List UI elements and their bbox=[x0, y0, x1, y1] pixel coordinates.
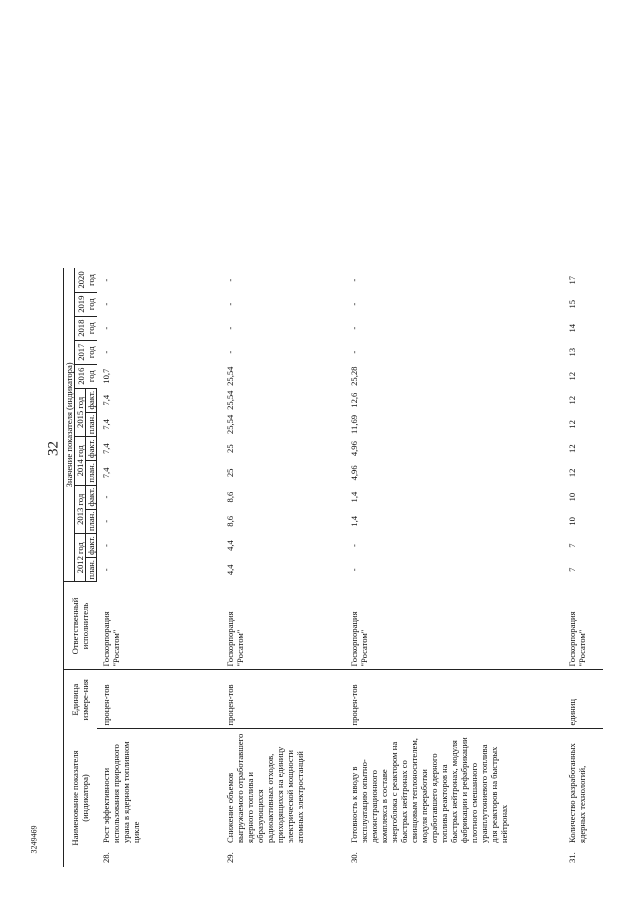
value-2019: - bbox=[224, 302, 235, 306]
value-2013-fact: 8,6 bbox=[224, 491, 235, 503]
value-2018: 14 bbox=[566, 323, 577, 333]
header-2014: 2014 год bbox=[75, 437, 86, 485]
value-2015-fact: 7,4 bbox=[101, 394, 112, 406]
header-unit: Единица измере-ния bbox=[64, 670, 97, 729]
indicator-table bbox=[63, 268, 603, 867]
header-2013: 2013 год bbox=[75, 485, 86, 533]
header-fact-2013: факт. bbox=[86, 485, 97, 509]
value-2017: 13 bbox=[566, 347, 577, 357]
value-2014-fact: 4,96 bbox=[348, 441, 359, 457]
value-2014-fact: 12 bbox=[566, 444, 577, 453]
value-2019: 15 bbox=[566, 299, 577, 309]
value-2015-fact: 12 bbox=[566, 395, 577, 405]
value-2012-plan: 7 bbox=[566, 567, 577, 572]
header-plan-2015: план. bbox=[86, 412, 97, 436]
value-2014-plan: 7,4 bbox=[101, 467, 112, 479]
responsible-executor: Госкорпорация "Росатом" bbox=[563, 582, 603, 670]
header-fact-2015: факт. bbox=[86, 388, 97, 412]
value-2020: - bbox=[224, 278, 235, 282]
value-2018: - bbox=[100, 326, 111, 330]
value-2015-plan: 11,69 bbox=[348, 414, 359, 434]
value-2016: 12 bbox=[566, 371, 577, 381]
table-row bbox=[97, 268, 221, 867]
value-2013-plan: 10 bbox=[566, 517, 577, 526]
header-2019: 2019 год bbox=[75, 292, 97, 316]
value-2012-plan: - bbox=[348, 568, 359, 572]
value-2020: 17 bbox=[566, 275, 577, 285]
value-2017: - bbox=[224, 350, 235, 354]
value-2014-fact: 7,4 bbox=[101, 443, 112, 455]
responsible-executor: Госкорпорация "Росатом" bbox=[221, 582, 345, 670]
value-2013-fact: 1,4 bbox=[348, 491, 359, 503]
header-plan-2014: план. bbox=[86, 461, 97, 485]
header-2018: 2018 год bbox=[75, 316, 97, 340]
header-2016: 2016 год bbox=[75, 364, 97, 388]
responsible-executor: Госкорпорация "Росатом" bbox=[345, 582, 563, 670]
header-plan-2012: план. bbox=[86, 558, 97, 582]
indicator-name: Снижение объемов выгружаемого отработавшего ядерного топлива и образующихся радиоактивных отходов, приходящихся на единицу электрической мощности атомных электростанций bbox=[224, 733, 305, 843]
value-2016: 25,28 bbox=[348, 366, 359, 386]
indicator-name: Готовность к вводу в эксплуатацию опытно-демонстрационного комплекса в составе энергоблока с реактором на быстрых нейтронах со свинцовым теплоносителем, модуля переработки отработавшего ядерного топлива реакторов на быстрых нейтронах, модуля фабрикации и рефабрикации плотного смешанного уранплутониевого топлива для реакторов на быстрых нейтронах bbox=[348, 737, 510, 843]
header-fact-2012: факт. bbox=[86, 534, 97, 558]
header-plan-2013: план. bbox=[86, 509, 97, 533]
value-2020: - bbox=[348, 278, 359, 282]
value-2015-plan: 25,54 bbox=[224, 414, 235, 435]
header-2012: 2012 год bbox=[75, 534, 86, 582]
value-2018: - bbox=[348, 326, 359, 330]
value-2013-plan: - bbox=[101, 519, 112, 523]
indicator-unit: процен-тов bbox=[345, 670, 563, 729]
value-2013-plan: 1,4 bbox=[348, 515, 359, 527]
indicator-unit: единиц bbox=[563, 670, 603, 729]
row-number: 28. bbox=[100, 852, 111, 863]
value-2017: - bbox=[100, 350, 111, 354]
value-2019: - bbox=[348, 302, 359, 306]
header-2017: 2017 год bbox=[75, 340, 97, 364]
document-code: 3249469 bbox=[29, 825, 39, 854]
value-2012-fact: 7 bbox=[566, 543, 577, 548]
value-2016: 25,54 bbox=[224, 366, 235, 386]
value-2015-plan: 12 bbox=[566, 420, 577, 429]
header-2015: 2015 год bbox=[75, 388, 86, 436]
value-2013-fact: 10 bbox=[566, 492, 577, 502]
value-2018: - bbox=[224, 326, 235, 330]
indicator-unit: процен-тов bbox=[221, 670, 345, 729]
responsible-executor: Госкорпорация "Росатом" bbox=[97, 582, 221, 670]
value-2015-fact: 12,6 bbox=[348, 392, 359, 408]
value-2012-plan: - bbox=[101, 568, 112, 572]
page-number: 32 bbox=[45, 441, 62, 456]
value-2014-plan: 4,96 bbox=[348, 465, 359, 481]
row-number: 31. bbox=[566, 852, 577, 863]
header-fact-2014: факт. bbox=[86, 437, 97, 461]
value-2019: - bbox=[100, 302, 111, 306]
value-2014-plan: 12 bbox=[566, 468, 577, 478]
value-2015-plan: 7,4 bbox=[101, 419, 112, 430]
indicator-name: Рост эффективности использования природного урана в ядерном топливном цикле bbox=[100, 741, 141, 843]
value-2012-fact: - bbox=[348, 544, 359, 547]
value-2016: 10,7 bbox=[100, 368, 111, 384]
indicator-unit: процен-тов bbox=[97, 670, 221, 729]
value-2014-plan: 25 bbox=[224, 468, 235, 478]
header-2020: 2020 год bbox=[75, 268, 97, 292]
value-2012-fact: - bbox=[101, 544, 112, 547]
value-2015-fact: 25,54 bbox=[224, 390, 235, 410]
value-2013-plan: 8,6 bbox=[224, 515, 235, 527]
row-number: 29. bbox=[224, 852, 235, 863]
table-row bbox=[221, 268, 345, 867]
table-row bbox=[345, 268, 563, 867]
value-2014-fact: 25 bbox=[224, 444, 235, 453]
value-2020: - bbox=[100, 278, 111, 282]
value-2017: - bbox=[348, 350, 359, 354]
value-2012-fact: 4,4 bbox=[224, 540, 235, 551]
value-2012-plan: 4,4 bbox=[224, 564, 235, 576]
header-values-group: Значение показателя (индикатора) bbox=[64, 268, 75, 582]
row-number: 30. bbox=[348, 852, 359, 863]
header-name: Наименование показателя (индикатора) bbox=[64, 729, 97, 867]
table-row bbox=[563, 268, 603, 867]
indicator-name: Количество разработанных ядерных технологий, bbox=[566, 743, 587, 843]
header-responsible: Ответственный исполнитель bbox=[64, 582, 97, 670]
value-2013-fact: - bbox=[101, 495, 112, 499]
